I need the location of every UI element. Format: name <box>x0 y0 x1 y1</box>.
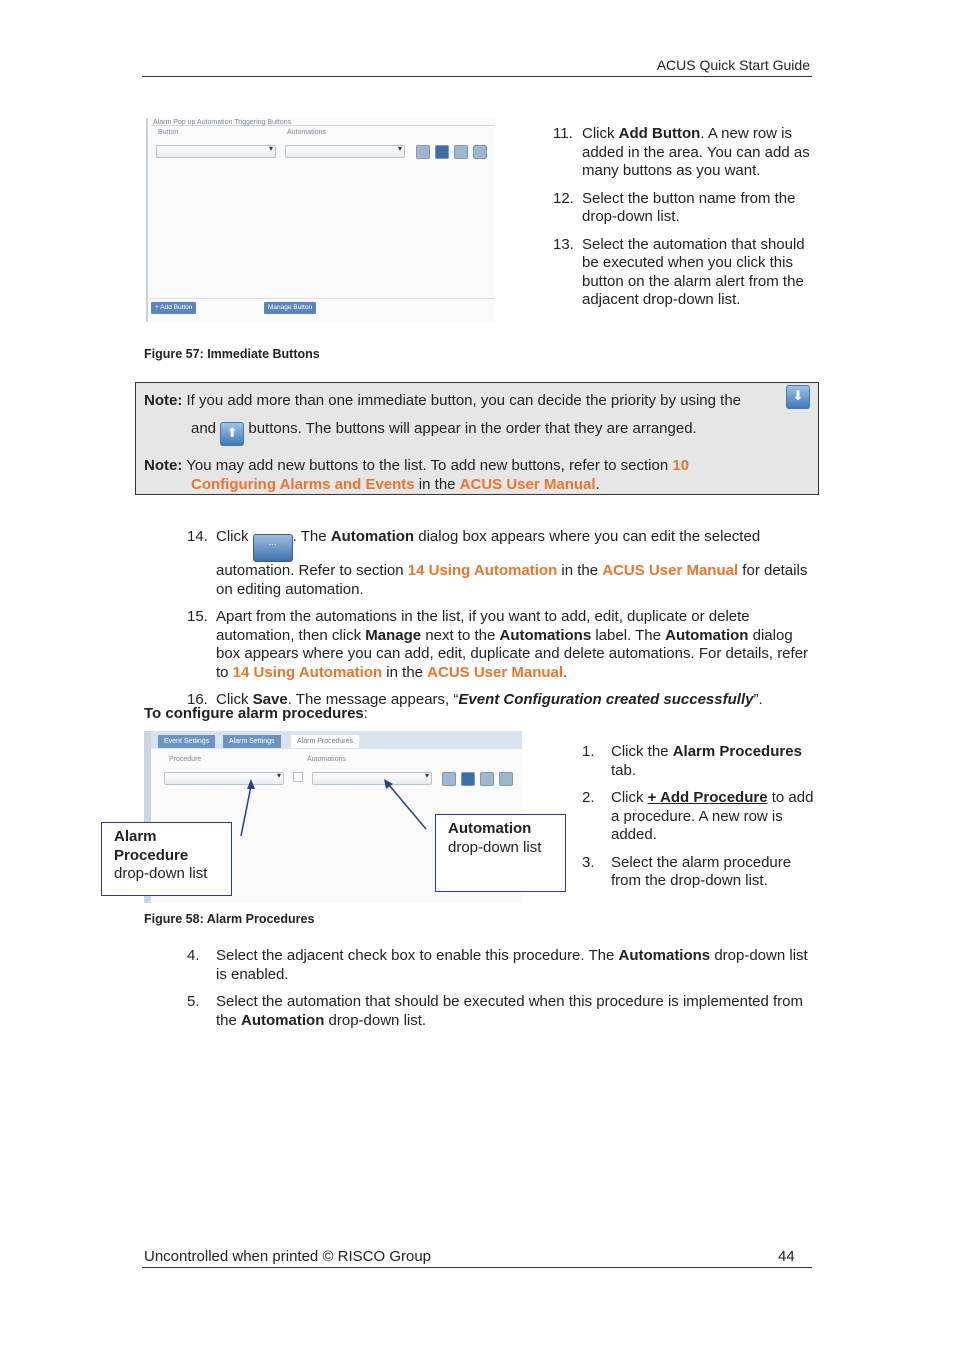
tab-alarm-settings[interactable]: Alarm Settings <box>223 735 281 748</box>
column-header-procedure: Procedure <box>169 756 202 763</box>
figure-58-caption: Figure 58: Alarm Procedures <box>144 912 315 926</box>
manual-link[interactable]: ACUS User Manual <box>602 562 739 579</box>
list-item: 16. Click Save. The message appears, “Event Configuration created successfully”. <box>187 691 763 708</box>
arrow-down-icon: ⬇ <box>786 385 810 409</box>
ellipsis-button-icon: ... <box>253 534 293 562</box>
arrow-line-automation <box>389 785 426 829</box>
manual-link[interactable]: ACUS User Manual <box>459 476 596 493</box>
list-item: 15. Apart from the automations in the list, if you want to add, edit, duplicate or delete automation, then click Manage next to the Automations label. The Automation dialog box appears where you can add, edit, duplicate and delete automations. For details, refer to 14 Using Automation in the ACUS User Manual. <box>187 608 809 681</box>
callout-automation: Automation drop-down list <box>435 814 566 892</box>
tab-alarm-procedures[interactable]: Alarm Procedures <box>291 735 359 748</box>
list-item: 2. Click + Add Procedure to add a procedure. A new row is added. <box>582 789 814 843</box>
manage-button[interactable]: Manage Button <box>264 302 316 314</box>
section-link[interactable]: 14 Using Automation <box>407 562 558 579</box>
note-2-line-2: Configuring Alarms and Events in the ACUS User Manual. <box>191 476 600 493</box>
add-button[interactable]: + Add Button <box>151 302 196 314</box>
column-header-automations: Automations <box>307 756 346 763</box>
panel-title: Alarm Pop up Automation Triggering Buttons <box>153 119 292 126</box>
arrow-line-procedure <box>241 786 251 836</box>
steps-4-5 <box>187 947 817 1039</box>
arrow-up-icon: ⬆ <box>220 422 244 446</box>
section-link[interactable]: 14 Using Automation <box>232 663 383 681</box>
callout-alarm-procedure: Alarm Procedure drop-down list <box>101 822 232 896</box>
list-item: 13. Select the automation that should be executed when you click this button on the alarm alert from the adjacent drop-down list. <box>553 235 805 308</box>
tab-event-settings[interactable]: Event Settings <box>158 735 215 748</box>
note-2: Note: You may add new buttons to the list. To add new buttons, refer to section 10 <box>144 457 690 474</box>
list-item: 3. Select the alarm procedure from the drop-down list. <box>582 853 792 889</box>
arrowhead-procedure <box>247 779 255 789</box>
note-1-line-2: and ⬆ buttons. The buttons will appear in the order that they are arranged. <box>191 419 697 446</box>
manual-link[interactable]: ACUS User Manual <box>427 663 564 681</box>
footer-rule <box>142 1267 812 1268</box>
list-item: 4. Select the adjacent check box to enable this procedure. The Automations drop-down list is enabled. <box>187 947 808 983</box>
figure-57-caption: Figure 57: Immediate Buttons <box>144 347 320 361</box>
section-link-title[interactable]: Configuring Alarms and Events <box>191 476 415 493</box>
column-header-automations: Automations <box>287 129 326 136</box>
page-number: 44 <box>778 1248 795 1265</box>
footer-text: Uncontrolled when printed © RISCO Group <box>144 1248 432 1265</box>
section-link[interactable]: 10 <box>672 457 690 474</box>
column-header-button: Button <box>158 129 179 136</box>
list-item: 1. Click the Alarm Procedures tab. <box>582 743 802 779</box>
subheading: To configure alarm procedures: <box>144 705 368 722</box>
note-1-line-1: Note: If you add more than one immediate button, you can decide the priority by using the <box>144 392 741 409</box>
list-item: 12. Select the button name from the drop-down list. <box>553 189 796 225</box>
steps-1-3 <box>582 743 814 900</box>
running-header: ACUS Quick Start Guide <box>656 57 810 73</box>
list-item: 14. Click ... . The Automation dialog box appears where you can edit the selected automation. Refer to section 14 Using Automation in the ACUS User Manual for details on editing automation. <box>187 528 808 598</box>
list-item: 5. Select the automation that should be executed when this procedure is implemented from the Automation drop-down list. <box>187 993 804 1029</box>
list-item: 11. Click Add Button. A new row is added in the area. You can add as many buttons as you want. <box>553 125 810 179</box>
